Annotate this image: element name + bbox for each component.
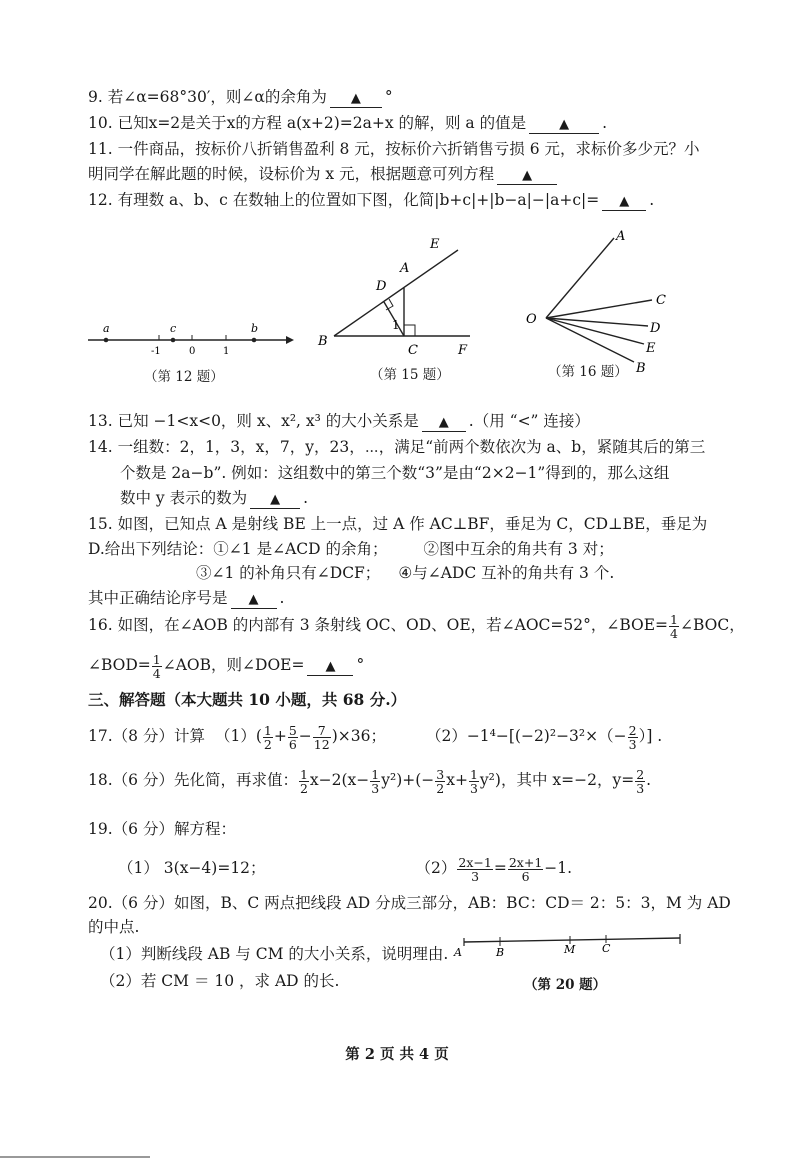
label-C: C (602, 942, 611, 955)
question-15-line2 (88, 538, 724, 560)
label-M: M (564, 943, 576, 956)
answer-blank: ▲ (529, 117, 599, 134)
label-B: B (496, 946, 505, 959)
label-A: A (400, 261, 410, 276)
q18-end: . (646, 771, 652, 789)
fraction: $\frac{1}{2}$ (263, 722, 272, 752)
plus-sign: + (273, 727, 287, 745)
q11-text: 明同学在解此题的时候，设标价为 x 元，根据题意可列方程 (88, 165, 495, 183)
q18-expr: (x− (341, 771, 370, 789)
label-C: C (656, 293, 666, 308)
fraction: $\frac{1}{3}$ (371, 766, 380, 796)
label-A: A (616, 229, 626, 244)
label-E: E (430, 237, 440, 252)
label-C: C (408, 343, 418, 358)
answer-blank: ▲ (250, 492, 300, 509)
figure-16-caption: （第 16 题） (548, 364, 628, 380)
q16-text-d: ∠AOB，则∠DOE= (162, 656, 305, 674)
q16-post: ° (356, 656, 365, 674)
fraction: $\frac{2}{3}$ (636, 766, 645, 796)
label-c: c (170, 322, 177, 335)
question-15-line3 (196, 562, 724, 584)
figure-16-rays (520, 222, 700, 382)
answer-blank: ▲ (231, 592, 277, 609)
q15-conclusion-2: ②图中互余的角共有 3 对； (423, 540, 614, 558)
question-13 (88, 410, 724, 432)
label-D: D (650, 321, 661, 336)
figure-20-segment (452, 930, 688, 964)
label-O: O (526, 312, 537, 327)
fraction: $\frac{3}{2}$ (436, 766, 445, 796)
question-20-part2: （2）若 CM ＝ 10 ，求 AD 的长. (100, 972, 340, 990)
q18-expr: y²)+(− (381, 771, 435, 789)
q17-label: 17.（8 分）计算 (88, 727, 205, 745)
q13-post: .（用 “<” 连接） (468, 412, 590, 430)
question-12 (88, 189, 724, 211)
q18-expr: y²)，其中 x=−2，y= (479, 771, 635, 789)
fraction: $\frac{1}{2}$ (299, 766, 308, 796)
q9-post: ° (384, 88, 393, 106)
question-16-line2 (88, 650, 724, 680)
q13-text: 13. 已知 −1<x<0，则 x、x², x³ 的大小关系是 (88, 412, 419, 430)
answer-blank: ▲ (330, 91, 382, 108)
question-18 (88, 764, 724, 796)
q18-text: 18.（6 分）先化简，再求值： (88, 771, 298, 789)
fraction: $\frac{2}{3}$ (628, 722, 637, 752)
q15-conclusion-1: D.给出下列结论：①∠1 是∠ACD 的余角； (88, 540, 388, 558)
q12-post: . (649, 191, 655, 209)
scan-artifact (0, 1156, 150, 1158)
figure-15-geometry (312, 228, 482, 358)
fraction-one-quarter: $\frac{1}{4}$ (152, 651, 161, 681)
q10-text: 10. 已知x=2是关于x的方程 a(x+2)=2a+x 的解，则 a 的值是 (88, 114, 527, 132)
question-19-head: 19.（6 分）解方程： (88, 820, 236, 838)
label-A: A (454, 946, 462, 959)
q17-part1-close: )×36； (331, 727, 386, 745)
question-11-line1: 11. 一件商品，按标价八折销售盈利 8 元，按标价六折销售亏损 6 元，求标价多少元？小 (88, 140, 700, 158)
section-3-heading: 三、解答题（本大题共 10 小题，共 68 分.） (88, 690, 407, 709)
q9-text: 9. 若∠α=68°30′，则∠α的余角为 (88, 88, 327, 106)
question-15-line4 (88, 587, 724, 609)
figure-12-caption: （第 12 题） (144, 369, 224, 385)
answer-blank: ▲ (307, 659, 353, 676)
fraction: $\frac{5}{6}$ (288, 722, 297, 752)
figure-15-caption: （第 15 题） (370, 367, 450, 383)
answer-blank: ▲ (497, 168, 557, 185)
figure-20-caption: （第 20 题） (524, 977, 607, 993)
label-one: 1 (223, 346, 230, 357)
label-E: E (646, 341, 656, 356)
question-19-parts (118, 852, 724, 884)
question-14-line1: 14. 一组数：2，1，3，x，7，y，23，⋯，满足“前两个数依次为 a、b，紧随其后的第三 (88, 438, 706, 456)
q16-text-a: 16. 如图，在∠AOB 的内部有 3 条射线 OC、OD、OE，若∠AOC=52°，∠BOE= (88, 616, 669, 634)
question-15-line1: 15. 如图，已知点 A 是射线 BE 上一点，过 A 作 AC⊥BF，垂足为 C，CD⊥BE，垂足为 (88, 515, 708, 533)
q19-part2-label: （2） (415, 859, 457, 877)
q19-part2-end: −1. (544, 859, 573, 877)
label-b: b (251, 322, 259, 335)
label-F: F (458, 343, 468, 358)
q14-text: 数中 y 表示的数为 (120, 489, 248, 507)
question-14-line3 (120, 487, 724, 509)
q18-expr: x−2 (309, 771, 342, 789)
q15-text: 其中正确结论序号是 (88, 589, 228, 607)
label-minus-one: -1 (151, 346, 161, 357)
fraction-one-quarter: $\frac{1}{4}$ (670, 611, 678, 641)
question-20-part1: （1）判断线段 AB 与 CM 的大小关系，说明理由. (100, 945, 449, 963)
answer-blank: ▲ (422, 415, 466, 432)
label-B: B (318, 334, 328, 349)
label-angle-1: 1 (392, 318, 400, 332)
q15-conclusion-3: ③∠1 的补角只有∠DCF； (196, 564, 381, 582)
fraction: $\frac{2x-1}{3}$ (458, 854, 492, 884)
label-zero: 0 (189, 346, 196, 357)
label-B: B (636, 361, 646, 376)
answer-blank: ▲ (602, 194, 646, 211)
q17-part2-close: ）] . (638, 727, 663, 745)
label-D: D (376, 279, 387, 294)
fraction: $\frac{7}{12}$ (313, 722, 330, 752)
question-20-line1: 20.（6 分）如图，B、C 两点把线段 AD 分成三部分，AB：BC：CD＝ 2：5：3，M 为 AD (88, 894, 731, 912)
page-footer: 第 2 页 共 4 页 (345, 1046, 449, 1063)
figure-12-number-line (86, 318, 296, 358)
q16-text-c: ∠BOD= (88, 656, 151, 674)
equals-sign: = (493, 859, 507, 877)
label-a: a (103, 322, 110, 335)
q16-text-b: ∠BOC， (680, 616, 745, 634)
q15-conclusion-4: ④与∠ADC 互补的角共有 3 个. (398, 564, 615, 582)
question-9 (88, 86, 724, 108)
fraction: $\frac{2x+1}{6}$ (508, 854, 543, 884)
q12-text: 12. 有理数 a、b、c 在数轴上的位置如下图，化简|b+c|+|b−a|−|a+c|= (88, 191, 600, 209)
question-14-line2: 个数是 2a−b”. 例如：这组数中的第三个数“3”是由“2×2−1”得到的，那么这组 (120, 464, 670, 482)
minus-sign: − (298, 727, 312, 745)
question-17 (88, 720, 724, 752)
fraction: $\frac{1}{3}$ (469, 766, 478, 796)
q17-part1-open: （1）( (214, 727, 262, 745)
q17-part2: （2）−1⁴−[(−2)²−3²×（− (425, 727, 627, 745)
question-16-line1 (88, 610, 745, 641)
q15-post: . (279, 589, 285, 607)
q10-post: . (602, 114, 608, 132)
question-11-line2 (88, 163, 724, 185)
question-10 (88, 112, 724, 134)
question-20-line2: 的中点. (88, 918, 140, 936)
q18-expr: x+ (446, 771, 468, 789)
q14-post: . (303, 489, 309, 507)
q19-part1: （1） 3(x−4)=12； (118, 859, 266, 877)
